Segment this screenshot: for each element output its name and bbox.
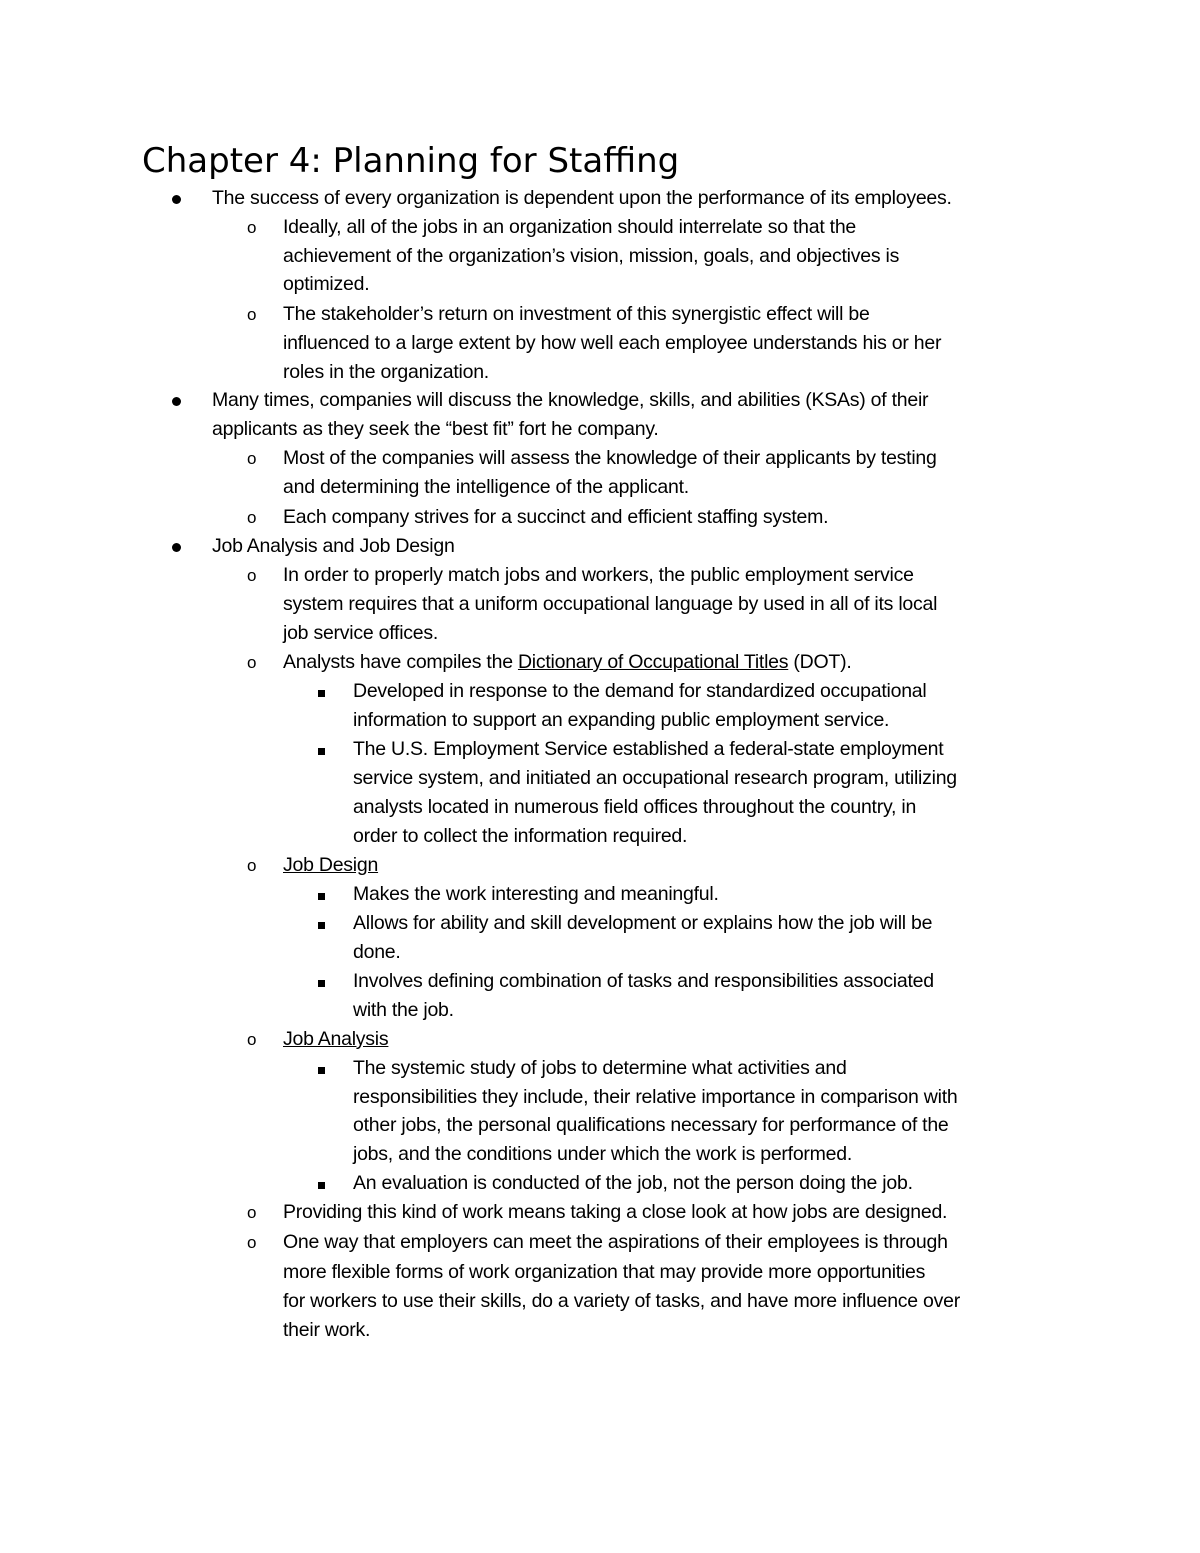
list-item-text: for workers to use their skills, do a variety of tasks, and have more influence over bbox=[283, 1290, 960, 1312]
job-design-heading: Job Design bbox=[283, 854, 379, 876]
circle-bullet-icon: o bbox=[247, 856, 257, 875]
text-segment: (DOT). bbox=[788, 651, 852, 673]
square-bullet-icon bbox=[318, 735, 325, 764]
square-bullet-icon bbox=[318, 1054, 325, 1083]
bullet-icon bbox=[172, 532, 181, 561]
circle-bullet-icon: o bbox=[247, 566, 257, 585]
list-item-text: done. bbox=[353, 941, 401, 963]
circle-bullet-icon: o bbox=[247, 218, 257, 237]
list-item-text bbox=[283, 648, 851, 677]
list-item-text: their work. bbox=[283, 1319, 371, 1341]
list-item-text: responsibilities they include, their relative importance in comparison with bbox=[353, 1086, 958, 1108]
list-item-text: Developed in response to the demand for standardized occupational bbox=[353, 680, 927, 702]
list-item-text: Providing this kind of work means taking a close look at how jobs are designed. bbox=[283, 1201, 948, 1223]
list-item-text: applicants as they seek the “best fit” fort he company. bbox=[212, 418, 659, 440]
list-item-text: achievement of the organization’s vision, mission, goals, and objectives is bbox=[283, 245, 900, 267]
circle-bullet-icon: o bbox=[247, 1233, 257, 1252]
square-bullet-icon bbox=[318, 677, 325, 706]
list-item-text: information to support an expanding public employment service. bbox=[353, 709, 890, 731]
circle-bullet-icon: o bbox=[247, 653, 257, 672]
circle-bullet-icon: o bbox=[247, 1030, 257, 1049]
list-item-text: Each company strives for a succinct and efficient staffing system. bbox=[283, 506, 829, 528]
list-item-text: influenced to a large extent by how well each employee understands his or her bbox=[283, 332, 942, 354]
list-item-text: and determining the intelligence of the applicant. bbox=[283, 476, 689, 498]
list-item-text: Makes the work interesting and meaningful. bbox=[353, 883, 719, 905]
square-bullet-icon bbox=[318, 1169, 325, 1198]
list-item-text: Ideally, all of the jobs in an organization should interrelate so that the bbox=[283, 216, 857, 238]
bullet-icon bbox=[172, 386, 181, 415]
page-title: Chapter 4: Planning for Staffing bbox=[142, 141, 680, 181]
list-item-text: Job Analysis and Job Design bbox=[212, 535, 455, 557]
circle-bullet-icon: o bbox=[247, 1203, 257, 1222]
text-segment: Analysts have compiles the bbox=[283, 651, 518, 673]
bullet-icon bbox=[172, 184, 181, 213]
list-item-text: In order to properly match jobs and workers, the public employment service bbox=[283, 564, 914, 586]
list-item-text: jobs, and the conditions under which the work is performed. bbox=[353, 1143, 853, 1165]
list-item-text: job service offices. bbox=[283, 622, 439, 644]
circle-bullet-icon: o bbox=[247, 449, 257, 468]
list-item-text: The stakeholder’s return on investment of this synergistic effect will be bbox=[283, 303, 870, 325]
list-item-text: roles in the organization. bbox=[283, 361, 489, 383]
list-item-text: Most of the companies will assess the knowledge of their applicants by testing bbox=[283, 447, 937, 469]
dot-title-link: Dictionary of Occupational Titles bbox=[517, 651, 789, 673]
list-item-text: with the job. bbox=[353, 999, 454, 1021]
list-item-text: The success of every organization is dependent upon the performance of its employees. bbox=[212, 187, 952, 209]
job-analysis-heading: Job Analysis bbox=[283, 1028, 389, 1050]
list-item-text: Many times, companies will discuss the knowledge, skills, and abilities (KSAs) of their bbox=[212, 389, 929, 411]
square-bullet-icon bbox=[318, 880, 325, 909]
square-bullet-icon bbox=[318, 909, 325, 938]
list-item-text: other jobs, the personal qualifications necessary for performance of the bbox=[353, 1114, 949, 1136]
list-item-text: analysts located in numerous field offices throughout the country, in bbox=[353, 796, 917, 818]
square-bullet-icon bbox=[318, 967, 325, 996]
list-item-text: optimized. bbox=[283, 273, 370, 295]
list-item-text: One way that employers can meet the aspirations of their employees is through bbox=[283, 1231, 948, 1253]
list-item-text: more flexible forms of work organization that may provide more opportunities bbox=[283, 1261, 926, 1283]
list-item-text: The U.S. Employment Service established a federal-state employment bbox=[353, 738, 944, 760]
list-item-text: Allows for ability and skill development or explains how the job will be bbox=[353, 912, 933, 934]
circle-bullet-icon: o bbox=[247, 305, 257, 324]
list-item-text: system requires that a uniform occupational language by used in all of its local bbox=[283, 593, 938, 615]
list-item-text: order to collect the information required. bbox=[353, 825, 688, 847]
list-item-text: An evaluation is conducted of the job, not the person doing the job. bbox=[353, 1172, 913, 1194]
circle-bullet-icon: o bbox=[247, 508, 257, 527]
list-item-text: Involves defining combination of tasks and responsibilities associated bbox=[353, 970, 934, 992]
list-item-text: The systemic study of jobs to determine what activities and bbox=[353, 1057, 847, 1079]
list-item-text: service system, and initiated an occupational research program, utilizing bbox=[353, 767, 957, 789]
